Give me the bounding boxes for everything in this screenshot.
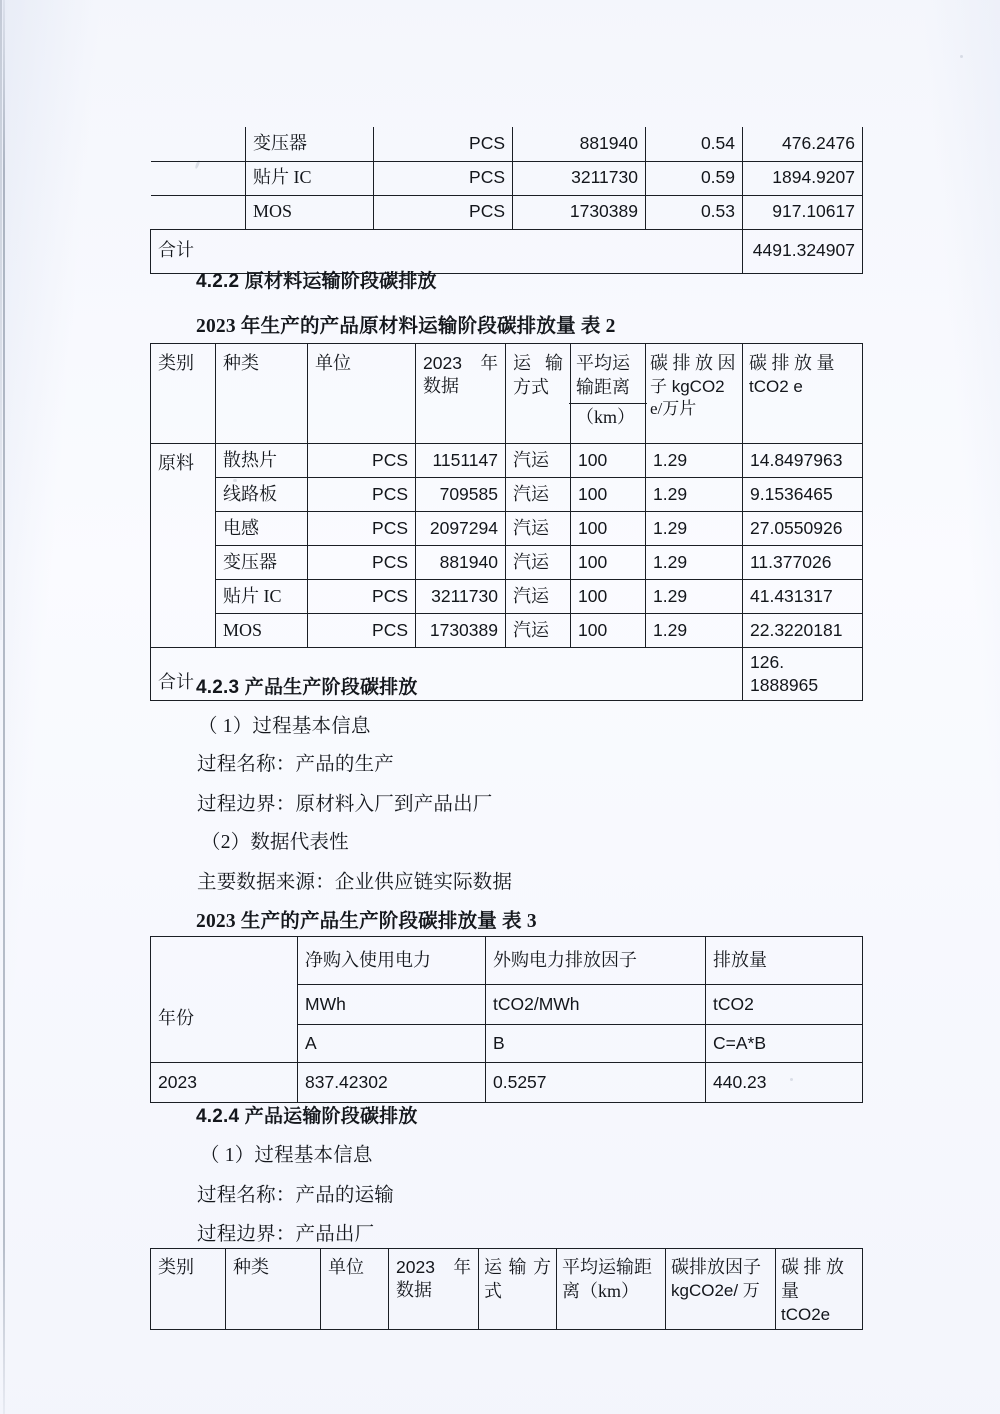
header-data-year [416, 344, 506, 444]
table-row [151, 512, 863, 546]
header-kind: 种类 [226, 1249, 321, 1330]
header-distance-line3: （km） [576, 406, 636, 427]
cell-mode: 汽运 [506, 614, 571, 648]
table-row [151, 580, 863, 614]
cell-distance: 100 [571, 444, 646, 478]
cell-data: 1730389 [416, 614, 506, 648]
cell-symbol-b: B [486, 1025, 706, 1063]
header-distance-line2: 输距离 [576, 376, 630, 397]
cell-unit: PCS [374, 161, 513, 195]
header-emission-line2: tCO2 e [749, 376, 803, 396]
table-row [151, 1063, 863, 1103]
cell-factor: 0.5257 [486, 1063, 706, 1103]
cell-factor: 1.29 [646, 546, 743, 580]
heading-number: 4.2.3 [196, 677, 240, 698]
header-kind: 种类 [216, 344, 308, 444]
header-unit: 单位 [308, 344, 416, 444]
heading-4-2-3 [196, 672, 418, 699]
cell-emission: 9.1536465 [743, 478, 863, 512]
table-product-transport-header [150, 1248, 863, 1330]
cell-distance: 100 [571, 512, 646, 546]
cell-empty [151, 195, 246, 229]
header-emission-line1: 碳 排 放 量 [781, 1257, 844, 1301]
header-category: 类别 [151, 344, 216, 444]
cell-data: 2097294 [416, 512, 506, 546]
cell-factor: 1.29 [646, 478, 743, 512]
heading-text: 产品运输阶段碳排放 [244, 1106, 418, 1127]
header-factor-line2: kgCO2e/ 万 [671, 1280, 760, 1300]
header-emission-line1: 碳 排 放 量 [749, 353, 835, 373]
table-raw-material-acquisition-continued [150, 127, 863, 274]
cell-factor: 1.29 [646, 444, 743, 478]
heading-4-2-2 [196, 266, 437, 293]
table-row [151, 546, 863, 580]
cell-total-value: 4491.324907 [743, 229, 863, 273]
table-raw-material-transport [150, 343, 863, 701]
header-avg-distance [557, 1249, 666, 1330]
cell-kind: 变压器 [216, 546, 308, 580]
header-data-year-line1: 2023 年 [396, 1257, 471, 1277]
cell-kind: 线路板 [216, 478, 308, 512]
cell-distance: 100 [571, 546, 646, 580]
cell-distance: 100 [571, 580, 646, 614]
cell-electricity: 837.42302 [298, 1063, 486, 1103]
header-year: 年份 [151, 937, 298, 1063]
cell-unit-factor: tCO2/MWh [486, 985, 706, 1025]
table-row [151, 127, 863, 161]
cell-unit: PCS [308, 546, 416, 580]
header-transport-line2: 式 [484, 1280, 502, 1301]
cell-emission: 14.8497963 [743, 444, 863, 478]
table-row [151, 161, 863, 195]
header-net-purchased-electricity: 净购入使用电力 [298, 937, 486, 985]
cell-year: 2023 [151, 1063, 298, 1103]
header-unit: 单位 [321, 1249, 389, 1330]
paragraph-data-source: 主要数据来源：企业供应链实际数据 [197, 872, 513, 893]
header-emission-factor [646, 344, 743, 444]
heading-number: 4.2.2 [196, 271, 240, 292]
cell-unit-electricity: MWh [298, 985, 486, 1025]
cell-mode: 汽运 [506, 444, 571, 478]
header-factor-line1: 碳排放因子 [671, 1257, 761, 1277]
cell-kind: MOS [246, 195, 374, 229]
cell-distance: 100 [571, 478, 646, 512]
header-factor-line1: 碳 排 放 因 [650, 353, 736, 373]
table-header-row [151, 344, 863, 444]
cell-emission: 917.10617 [743, 195, 863, 229]
table-row [151, 614, 863, 648]
paragraph-424-item1: （ 1）过程基本信息 [200, 1145, 373, 1166]
cell-data: 1730389 [513, 195, 646, 229]
header-factor-line2: 子 kgCO2 [650, 376, 725, 396]
cell-empty [151, 161, 246, 195]
table-header-row [151, 1249, 863, 1330]
header-data-year-line2: 数据 [396, 1280, 432, 1301]
header-emission-amount: 排放量 [706, 937, 863, 985]
header-transport-mode [479, 1249, 557, 1330]
header-data-year-line1: 2023 年 [423, 353, 498, 373]
heading-text: 产品生产阶段碳排放 [244, 677, 418, 698]
header-transport-line1: 运 输 方 [484, 1257, 551, 1277]
cell-data: 3211730 [513, 161, 646, 195]
paragraph-423-item2: （2）数据代表性 [201, 832, 349, 853]
table-row [151, 478, 863, 512]
paragraph-423-item1: （ 1）过程基本信息 [198, 716, 371, 737]
table-production-stage-emission [150, 936, 863, 1103]
cell-unit: PCS [308, 512, 416, 546]
cell-emission: 22.3220181 [743, 614, 863, 648]
header-emission-line2: tCO2e [781, 1304, 831, 1324]
header-category: 类别 [151, 1249, 226, 1330]
header-emission-amount [743, 344, 863, 444]
cell-kind: 贴片 IC [216, 580, 308, 614]
cell-emission: 41.431317 [743, 580, 863, 614]
header-distance-line1: 平均运 [576, 353, 630, 373]
header-inner-divider [569, 403, 647, 404]
cell-mode: 汽运 [506, 512, 571, 546]
cell-symbol-c: C=A*B [706, 1025, 863, 1063]
cell-symbol-a: A [298, 1025, 486, 1063]
caption-table-3: 2023 生产的产品生产阶段碳排放量 表 3 [196, 911, 537, 932]
cell-factor: 0.53 [646, 195, 743, 229]
cell-factor: 1.29 [646, 614, 743, 648]
cell-kind: 电感 [216, 512, 308, 546]
cell-unit: PCS [308, 614, 416, 648]
paragraph-process-name: 过程名称：产品的运输 [197, 1185, 395, 1206]
cell-unit: PCS [374, 195, 513, 229]
header-transport-line2: 方式 [513, 376, 549, 397]
cell-emission: 11.377026 [743, 546, 863, 580]
cell-category: 原料 [151, 444, 216, 648]
heading-number: 4.2.4 [196, 1106, 240, 1127]
heading-text: 原材料运输阶段碳排放 [244, 271, 437, 292]
cell-mode: 汽运 [506, 546, 571, 580]
cell-factor: 1.29 [646, 580, 743, 614]
header-emission-factor [666, 1249, 776, 1330]
cell-mode: 汽运 [506, 478, 571, 512]
cell-factor: 1.29 [646, 512, 743, 546]
cell-kind: 散热片 [216, 444, 308, 478]
cell-data: 1151147 [416, 444, 506, 478]
cell-data: 709585 [416, 478, 506, 512]
cell-total-value: 126. 1888965 [743, 648, 863, 701]
header-data-year [389, 1249, 479, 1330]
cell-factor: 0.54 [646, 127, 743, 161]
cell-unit-emission: tCO2 [706, 985, 863, 1025]
cell-factor: 0.59 [646, 161, 743, 195]
paragraph-process-name: 过程名称：产品的生产 [197, 754, 395, 775]
cell-kind: 变压器 [246, 127, 374, 161]
cell-data: 881940 [513, 127, 646, 161]
table-row [151, 444, 863, 478]
cell-emission: 440.23 [706, 1063, 863, 1103]
header-distance-line2: 离（km） [562, 1280, 640, 1301]
header-distance-line1: 平均运输距 [562, 1257, 652, 1277]
paragraph-process-boundary: 过程边界：产品出厂 [197, 1224, 375, 1245]
cell-unit: PCS [374, 127, 513, 161]
cell-emission: 476.2476 [743, 127, 863, 161]
header-avg-distance [571, 344, 646, 444]
cell-unit: PCS [308, 444, 416, 478]
cell-emission: 27.0550926 [743, 512, 863, 546]
caption-table-2: 2023 年生产的产品原材料运输阶段碳排放量 表 2 [196, 316, 616, 337]
table-header-row [151, 937, 863, 985]
cell-distance: 100 [571, 614, 646, 648]
cell-emission: 1894.9207 [743, 161, 863, 195]
cell-empty [151, 127, 246, 161]
header-factor-line3: e/万片 [650, 399, 697, 419]
header-emission-amount [776, 1249, 863, 1330]
cell-data: 881940 [416, 546, 506, 580]
header-transport-line1: 运 输 [513, 353, 563, 373]
cell-total-label: 合计 [151, 229, 743, 273]
cell-kind: MOS [216, 614, 308, 648]
cell-mode: 汽运 [506, 580, 571, 614]
heading-4-2-4 [196, 1101, 418, 1128]
header-electricity-emission-factor: 外购电力排放因子 [486, 937, 706, 985]
table-row [151, 195, 863, 229]
cell-unit: PCS [308, 478, 416, 512]
cell-unit: PCS [308, 580, 416, 614]
paragraph-process-boundary: 过程边界：原材料入厂到产品出厂 [197, 794, 493, 815]
cell-kind: 贴片 IC [246, 161, 374, 195]
header-data-year-line2: 数据 [423, 376, 459, 397]
cell-total-label: 合计 [151, 648, 743, 701]
header-transport-mode [506, 344, 571, 444]
cell-data: 3211730 [416, 580, 506, 614]
